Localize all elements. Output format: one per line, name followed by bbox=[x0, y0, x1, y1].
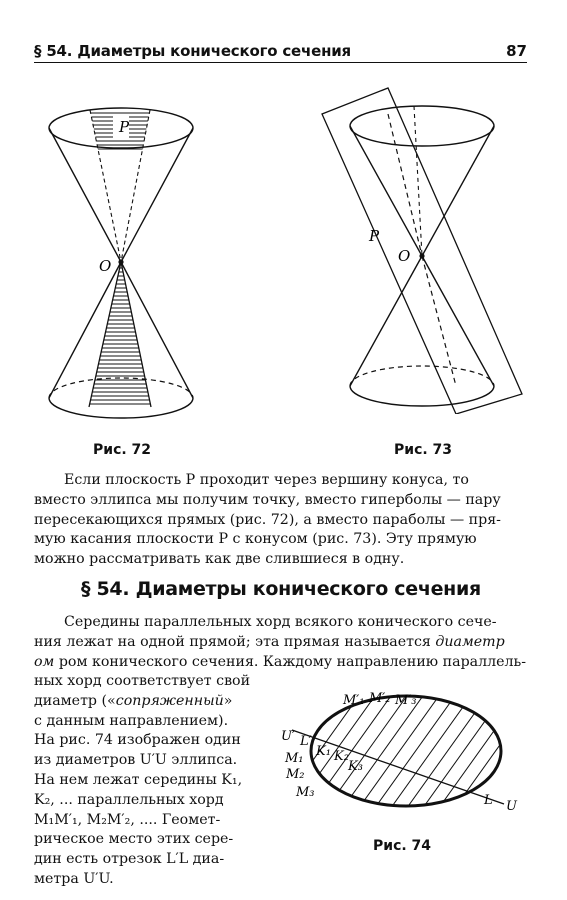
fig74-label-m3: M₃ bbox=[296, 785, 315, 800]
fig74-label-l: L bbox=[484, 793, 493, 808]
paragraph-diameters bbox=[34, 613, 527, 672]
text-line bbox=[34, 653, 527, 673]
text-line: вместо эллипса мы получим точку, вместо гиперболы — пару bbox=[34, 491, 501, 508]
text-line: рическое место этих сере- bbox=[34, 831, 234, 848]
term-diameter-tail: ом bbox=[34, 653, 55, 670]
text-line bbox=[34, 633, 518, 653]
text-line: M₁M′₁, M₂M′₂, .... Геомет- bbox=[34, 811, 221, 828]
text-fragment: диаметр (« bbox=[34, 692, 116, 709]
fig74-label-k1: K₁ bbox=[316, 744, 331, 759]
fig73-label-p: P bbox=[369, 227, 380, 245]
text-line: можно рассматривать как две слившиеся в одну. bbox=[34, 551, 405, 568]
text-fragment: » bbox=[223, 692, 233, 709]
text-line: ных хорд соответствует свой bbox=[34, 673, 251, 689]
fig74-label-k3: K₃ bbox=[348, 759, 363, 774]
text-line: K₂, ... параллельных хорд bbox=[34, 791, 224, 808]
fig74-caption: Рис. 74 bbox=[373, 838, 432, 854]
text-line bbox=[34, 692, 264, 712]
text-line: метра U′U. bbox=[34, 870, 114, 887]
text-line: с данным направлением). bbox=[34, 712, 229, 729]
fig74-label-m2: M₂ bbox=[286, 767, 305, 782]
text-line: из диаметров U′U эллипса. bbox=[34, 752, 238, 769]
running-header bbox=[34, 40, 527, 63]
fig72-caption: Рис. 72 bbox=[93, 442, 152, 458]
text-fragment: ния лежат на одной прямой; эта прямая называется bbox=[34, 633, 436, 650]
figure-72 bbox=[40, 100, 210, 430]
fig74-label-up: U′ bbox=[281, 729, 295, 744]
header-title: § 54. Диаметры конического сечения bbox=[34, 42, 351, 60]
text-fragment: ром конического сечения. Каждому направлению параллель- bbox=[58, 653, 527, 670]
fig74-label-k2: K₂ bbox=[334, 749, 349, 764]
text-line: пересекающихся прямых (рис. 72), а вместо параболы — пря- bbox=[34, 511, 501, 528]
text-line: дин есть отрезок L′L диа- bbox=[34, 851, 225, 868]
fig72-label-o: O bbox=[99, 257, 112, 275]
fig73-label-o: O bbox=[398, 247, 411, 265]
text-line: Если плоскость P проходит через вершину конуса, то bbox=[64, 472, 469, 488]
text-line: Середины параллельных хорд всякого конического сече- bbox=[64, 614, 497, 630]
section-heading: § 54. Диаметры конического сечения bbox=[81, 578, 481, 600]
fig74-label-lp: L′ bbox=[300, 734, 312, 749]
fig73-caption: Рис. 73 bbox=[394, 442, 453, 458]
paragraph-intro bbox=[34, 471, 518, 570]
figure-74 bbox=[278, 686, 523, 826]
fig74-label-m1: M₁ bbox=[285, 751, 304, 766]
fig74-label-m1p: M′₁ bbox=[343, 693, 365, 708]
fig74-label-u: U bbox=[506, 799, 517, 814]
fig74-label-m2p: M′₂ bbox=[369, 691, 391, 706]
fig72-label-p: P bbox=[119, 118, 130, 136]
page-number: 87 bbox=[506, 42, 527, 60]
text-line: На рис. 74 изображен один bbox=[34, 732, 241, 749]
fig74-label-m3p: M′₃ bbox=[395, 693, 417, 708]
term-diameter: диаметр bbox=[435, 633, 505, 650]
paragraph-narrow-column bbox=[34, 672, 264, 890]
term-conjugate: сопряженный bbox=[115, 692, 224, 709]
text-line: мую касания плоскости P с конусом (рис. 73). Эту прямую bbox=[34, 531, 477, 548]
figure-73 bbox=[316, 84, 528, 414]
text-line: На нем лежат середины K₁, bbox=[34, 771, 243, 788]
